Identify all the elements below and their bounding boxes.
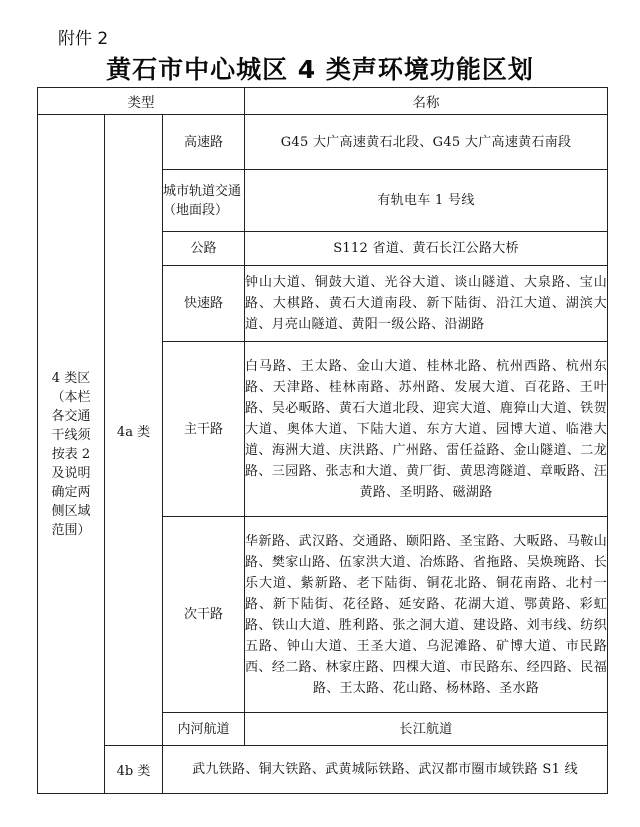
type-cell: 快速路 bbox=[163, 266, 245, 342]
table-header-row bbox=[38, 88, 608, 115]
header-name: 名称 bbox=[245, 88, 608, 115]
type-cell: 内河航道 bbox=[163, 713, 245, 746]
type-cell: 高速路 bbox=[163, 115, 245, 170]
names-cell: 有轨电车 1 号线 bbox=[245, 170, 608, 232]
names-cell: S112 省道、黄石长江公路大桥 bbox=[245, 232, 608, 266]
type-cell: 主干路 bbox=[163, 342, 245, 517]
page-title: 黄石市中心城区 4 类声环境功能区划 bbox=[106, 55, 534, 84]
category-cell bbox=[38, 115, 105, 794]
subcategory-4a: 4a 类 bbox=[105, 115, 163, 746]
type-cell: 公路 bbox=[163, 232, 245, 266]
names-cell: G45 大广高速黄石北段、G45 大广高速黄石南段 bbox=[245, 115, 608, 170]
type-cell: 次干路 bbox=[163, 517, 245, 713]
category-label: 4 类区（本栏各交通干线须按表 2 及说明确定两侧区域范围） bbox=[51, 370, 91, 538]
names-cell: 华新路、武汉路、交通路、颐阳路、圣宝路、大畈路、马鞍山路、樊家山路、伍家洪大道、冶炼路、省拖路、吴焕琬路、长乐大道、紫新路、老下陆街、铜花北路、铜花南路、北村一路、新下陆街、花径路、延安路、花湖大道、鄂黄路、彩虹路、铁山大道、胜利路、张之洞大道、建设路、刘韦线、纺织五路、钟山大道、王圣大道、乌泥滩路、矿博大道、市民路西、经二路、林家庄路、四棵大道、市民路东、经四路、民福路、王太路、花山路、杨林路、圣水路 bbox=[245, 517, 608, 713]
attachment-label: 附件 2 bbox=[58, 29, 109, 49]
names-cell: 武九铁路、铜大铁路、武黄城际铁路、武汉都市圈市域铁路 S1 线 bbox=[163, 746, 608, 794]
names-cell: 白马路、王太路、金山大道、桂林北路、杭州西路、杭州东路、天津路、桂林南路、苏州路、发展大道、百花路、王叶路、吴必畈路、黄石大道北段、迎宾大道、鹿獐山大道、铁贺大道、奥体大道、下陆大道、东方大道、园博大道、临港大道、海洲大道、庆洪路、广州路、雷任益路、金山隧道、二龙路、三园路、张志和大道、黄厂街、黄思湾隧道、章畈路、汪黄路、圣明路、磁湖路 bbox=[245, 342, 608, 517]
zoning-table bbox=[37, 87, 608, 794]
subcategory-4b: 4b 类 bbox=[105, 746, 163, 794]
names-cell: 钟山大道、铜鼓大道、光谷大道、谈山隧道、大泉路、宝山路、大棋路、黄石大道南段、新下陆街、沿江大道、湖滨大道、月亮山隧道、黄阳一级公路、沿湖路 bbox=[245, 266, 608, 342]
names-cell: 长江航道 bbox=[245, 713, 608, 746]
header-type: 类型 bbox=[38, 88, 245, 115]
type-cell: 城市轨道交通（地面段） bbox=[163, 170, 245, 232]
table-row bbox=[38, 115, 608, 170]
table-row bbox=[38, 746, 608, 794]
